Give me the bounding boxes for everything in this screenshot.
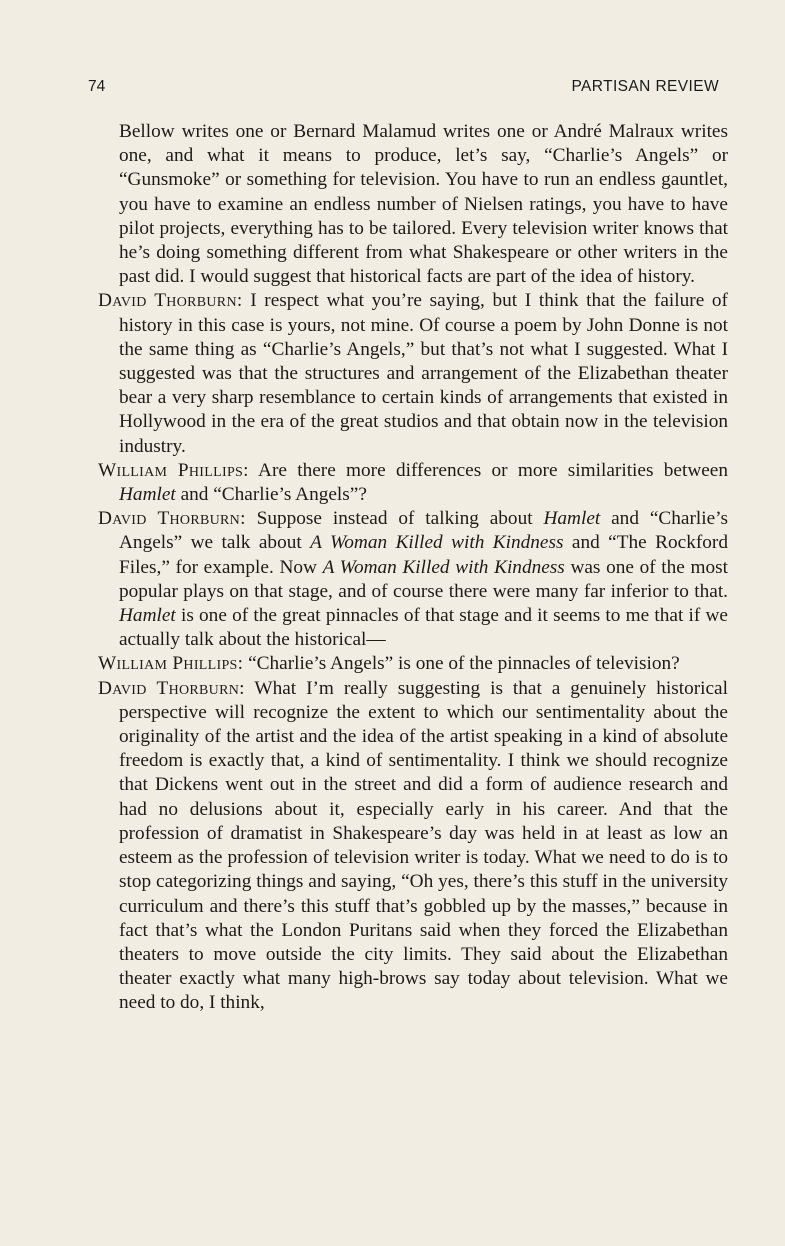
paragraph-text: is one of the great pinnacles of that stage and it seems to me that if we actually talk about the historical— bbox=[119, 605, 728, 651]
paragraph-text: What I’m really suggesting is that a genuinely historical perspective will recognize the extent to which our sentimentality about the originality of the artist and the idea of the artist speaking in a kind of absolute freedom is exactly that, a kind of sentimentality. I think we should recognize that Dickens went out in the street and did a form of audience research and had no delusions about it, especially early in his career. And that the profession of dramatist in Shakespeare’s day was held in at least as low an esteem as the profession of television writer is today. What we need to do is to stop categorizing things and saying, “Oh yes, there’s this stuff in the university curriculum and there’s this stuff that’s gobbled up by the masses,” because in fact that’s what the London Puritans said when they forced the Elizabethan theaters to move outside the city limits. They said about the Elizabethan theater exactly what many high-brows say today about television. What we need to do, I think, bbox=[119, 677, 728, 1014]
paragraph-text: Are there more differences or more similarities between bbox=[258, 459, 729, 481]
speaker-paragraph bbox=[98, 289, 728, 458]
italic-title: Hamlet bbox=[119, 605, 176, 627]
running-header bbox=[88, 78, 719, 96]
speaker-paragraph bbox=[98, 677, 728, 1016]
speaker-name: David Thorburn: bbox=[98, 290, 243, 312]
speaker-paragraph bbox=[98, 507, 728, 652]
paragraph-text: and “The Rockford Files,” for example. Now bbox=[119, 532, 728, 578]
italic-title: Hamlet bbox=[543, 508, 601, 530]
paragraph-text: I respect what you’re saying, but I think that the failure of history in this case is yours, not mine. Of course a poem by John Donne is not the same thing as “Charlie’s Angels,” but that’s not what I suggested. What I suggested was that the structures and arrangement of the Elizabethan theater bear a very sharp resemblance to certain kinds of arrangements that existed in Hollywood in the era of the great studios and that obtain now in the television industry. bbox=[119, 290, 728, 457]
paragraph-text: was one of the most popular plays on that stage, and of course there were many far inferior to that. bbox=[119, 556, 728, 602]
speaker-paragraph bbox=[98, 652, 728, 676]
paragraph-continuation bbox=[98, 120, 728, 289]
italic-title: A Woman Killed with Kindness bbox=[310, 532, 564, 554]
journal-title: PARTISAN REVIEW bbox=[571, 78, 719, 95]
paragraph-text: “Charlie’s Angels” is one of the pinnacles of television? bbox=[248, 653, 680, 675]
page-body bbox=[98, 120, 728, 1016]
italic-title: Hamlet bbox=[119, 484, 176, 506]
speaker-name: William Phillips: bbox=[98, 653, 244, 675]
speaker-name: David Thorburn: bbox=[98, 677, 245, 699]
page-number: 74 bbox=[88, 78, 106, 95]
italic-title: A Woman Killed with Kindness bbox=[322, 556, 565, 578]
paragraph-text: and “Charlie’s Angels” we talk about bbox=[119, 508, 729, 554]
speaker-name: William Phillips: bbox=[98, 459, 249, 481]
paragraph-text: Bellow writes one or Bernard Malamud writes one or André Malraux writes one, and what it means to produce, let’s say, “Charlie’s Angels” or “Gunsmoke” or something for television. You have to run an endless gauntlet, you have to examine an endless number of Nielsen ratings, you have to have pilot projects, everything has to be tailored. Every television writer knows that he’s doing something different from what Shakespeare or other writers in the past did. I would suggest that historical facts are part of the idea of history. bbox=[119, 121, 728, 288]
paragraph-text: and “Charlie’s Angels”? bbox=[175, 484, 367, 506]
paragraph-text: Suppose instead of talking about bbox=[256, 508, 544, 530]
speaker-paragraph bbox=[98, 459, 728, 507]
speaker-name: David Thorburn: bbox=[98, 508, 246, 530]
